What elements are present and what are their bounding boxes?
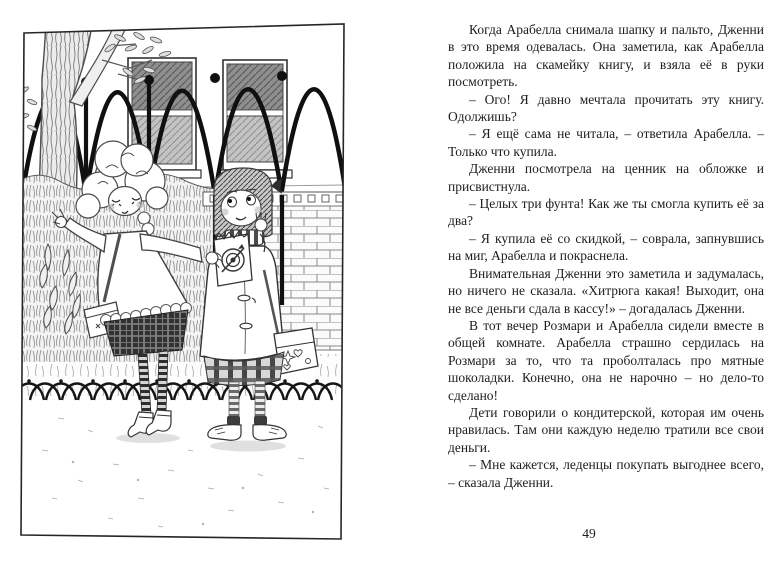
jenny-leg-left xyxy=(229,382,239,418)
arabella-leg-right xyxy=(157,351,168,413)
page-number: 49 xyxy=(582,526,596,541)
paragraph: – Я купила её со скидкой, – соврала, запнувшись на миг, Арабелла и покраснела. xyxy=(448,230,764,264)
paragraph: В тот вечер Розмари и Арабелла сидели вместе в общей комнате. Арабелла страшно сердилась на Розмари за то, что та проболталась про мятные шоколадки. Конечно, она не нарочно – но дело-то сделано! xyxy=(448,317,764,403)
jenny-sock-right xyxy=(254,416,267,425)
paragraph: – Я ещё сама не читала, – ответила Арабелла. – Только что купила. xyxy=(448,126,764,159)
paragraph: – Мне кажется, леденцы покупать выгоднее всего, – сказала Дженни. xyxy=(448,457,764,490)
paragraph: Дети говорили о кондитерской, которая им очень нравилась. Там они каждую неделю тратили все свои деньги. xyxy=(448,404,764,455)
paragraph: Когда Арабелла снимала шапку и пальто, Дженни в это время одевалась. Она заметила, как Арабелла положила на скамейку книгу, и взяла её в руки посмотреть. xyxy=(448,22,764,90)
jenny-sock-left xyxy=(227,416,240,425)
jenny-leg-right xyxy=(255,381,265,418)
paragraph: Внимательная Дженни это заметила и задумалась, но ничего не сказала. «Хитрюга какая! Выходит, она не все деньги сдала в кассу!» – догадалась Дженни. xyxy=(448,265,764,316)
left-page xyxy=(18,18,352,546)
shadow-right-girl xyxy=(210,441,286,452)
jenny-face xyxy=(221,190,261,226)
paragraph: Дженни посмотрела на ценник на обложке и присвистнула. xyxy=(448,161,764,194)
right-page-text xyxy=(448,21,764,491)
paper-bag xyxy=(214,231,252,286)
illustration-park-scene xyxy=(18,18,352,546)
paragraph: – Целых три фунта! Как же ты смогла купить её за два? xyxy=(448,196,764,229)
paragraph: – Ого! Я давно мечтала прочитать эту книгу. Одолжишь? xyxy=(448,91,764,125)
